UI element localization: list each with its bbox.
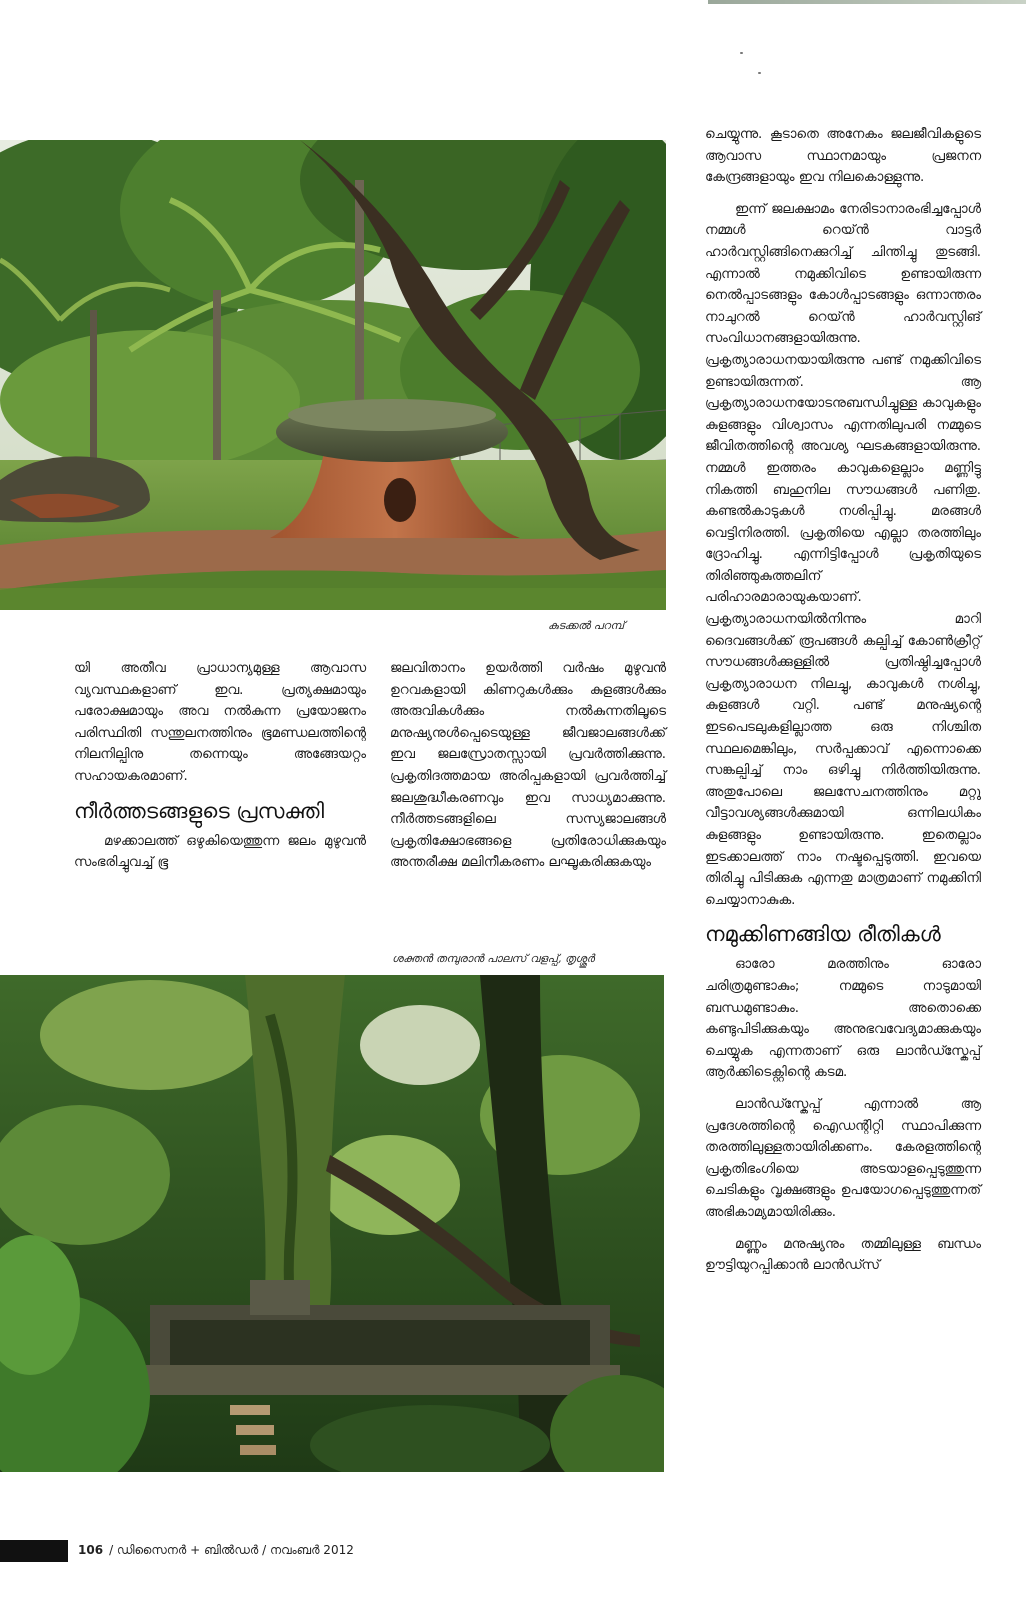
column-right-paragraph: മണ്ണും മനുഷ്യനും തമ്മിലുള്ള ബന്ധം ഊട്ടിയുറപ്പിക്കാൻ ലാൻഡ്സ്	[705, 1236, 981, 1274]
footer-bar	[0, 1540, 68, 1562]
column-right-paragraph: ചെയ്യുന്നു. കൂടാതെ അനേകം ജലജീവികളുടെ ആവാസ സ്ഥാനമായും പ്രജനന കേന്ദ്രങ്ങളായും ഇവ നിലകൊള്ളുന്നു.	[705, 127, 981, 186]
photo-umbrella-stone	[0, 140, 666, 610]
column-right-paragraph: ഇന്ന് ജലക്ഷാമം നേരിടാനാരംഭിച്ചപ്പോൾ നമ്മൾ റെയ്ൻ വാട്ടർ ഹാർവസ്റ്റിങ്ങിനെക്കുറിച്ച് ചിന്തിച്ചു തുടങ്ങി. എന്നാൽ നമുക്കിവിടെ ഉണ്ടായിരുന്ന നെൽപ്പാടങ്ങളും കോൾപ്പാടങ്ങളും ഒന്നാന്തരം നാചുറൽ റെയ്ൻ ഹാർവസ്റ്റിങ് സംവിധാനങ്ങളായിരുന്നു. പ്രകൃത്യാരാധനയായിരുന്നു പണ്ട് നമുക്കിവിടെ ഉണ്ടായിരുന്നത്. ആ പ്രകൃത്യാരാധനയോടനുബന്ധിച്ചുള്ള കാവുകളും കുളങ്ങളും വിശ്വാസം എന്നതിലുപരി നമ്മുടെ ജീവിതത്തിന്റെ അവശ്യ ഘടകങ്ങളായിരുന്നു. നമ്മൾ ഇത്തരം കാവുകളെല്ലാം മണ്ണിട്ടു നികത്തി ബഹുനില സൗധങ്ങൾ പണിതു. കണ്ടൽകാടുകൾ നശിപ്പിച്ചു. മരങ്ങൾ വെട്ടിനിരത്തി. പ്രകൃതിയെ എല്ലാ തരത്തിലും ദ്രോഹിച്ചു. എന്നിട്ടിപ്പോൾ പ്രകൃതിയുടെ തിരിഞ്ഞുകുത്തലിന് പരിഹാരമാരായുകയാണ്. പ്രകൃത്യാരാധനയിൽനിന്നും മാറി ദൈവങ്ങൾക്ക് രൂപങ്ങൾ കല്പിച്ച് കോൺക്രീറ്റ് സൗധങ്ങൾക്കുള്ളിൽ പ്രതിഷ്ഠിച്ചപ്പോൾ പ്രകൃത്യാരാധന നിലച്ചു, കാവുകൾ നശിച്ചു, കുളങ്ങൾ വറ്റി. പണ്ട് മനുഷ്യന്റെ ഇടപെടലുകളില്ലാത്ത ഒരു നിശ്ചിത സ്ഥലമെങ്കിലും, സർപ്പക്കാവ് എന്നൊക്കെ സങ്കല്പിച്ച് നാം ഒഴിച്ചു നിർത്തിയിരുന്നു. അതുപോലെ ജലസേചനത്തിനും മറ്റു വീട്ടാവശ്യങ്ങൾക്കുമായി ഒന്നിലധികം കുളങ്ങളും ഉണ്ടായിരുന്നു. ഇതെല്ലാം ഇടക്കാലത്ത് നാം നഷ്ടപ്പെടുത്തി. ഇവയെ തിരിച്ചു പിടിക്കുക എന്നതു മാത്രമാണ് നമുക്കിനി ചെയ്യാനാകുക.	[705, 201, 981, 908]
print-speck	[758, 72, 761, 74]
column-right-paragraph: ലാൻഡ്സ്കേപ്പ് എന്നാൽ ആ പ്രദേശത്തിന്റെ ഐഡന്റിറ്റി സ്ഥാപിക്കുന്ന തരത്തിലുള്ളതായിരിക്കണം. കേരളത്തിന്റെ പ്രകൃതിഭംഗിയെ അടയാളപ്പെടുത്തുന്ന ചെടികളും വൃക്ഷങ്ങളും ഉപയോഗപ്പെടുത്തുന്നത് അഭികാമ്യമായിരിക്കും.	[705, 1096, 981, 1220]
section-heading-methods: നമുക്കിണങ്ങിയ രീതികൾ	[705, 922, 941, 947]
top-rule	[708, 0, 1026, 4]
column-right-paragraph: ഓരോ മരത്തിനും ഓരോ ചരിത്രമുണ്ടാകും; നമ്മുടെ നാടുമായി ബന്ധമുണ്ടാകും. അതൊക്കെ കണ്ടുപിടിക്കുകയും അനുഭവവേദ്യമാക്കുകയും ചെയ്യുക എന്നതാണ് ഒരു ലാൻഡ്സ്കേപ്പ് ആർക്കിടെക്റ്റിന്റെ കടമ.	[705, 957, 981, 1081]
page-footer	[0, 1540, 700, 1564]
section-heading-wetlands: നീർത്തടങ്ങളുടെ പ്രസക്തി	[74, 798, 325, 823]
column-middle-paragraph: ജലവിതാനം ഉയർത്തി വർഷം മുഴുവൻ ഉറവകളായി കിണറുകൾക്കും കുളങ്ങൾക്കും അരുവികൾക്കും നൽകുന്നതിലൂടെ മനുഷ്യനുൾപ്പെടെയുള്ള ജീവജാലങ്ങൾക്ക് ഇവ ജലസ്രോതസ്സായി പ്രവർത്തിക്കുന്നു. പ്രകൃതിദത്തമായ അരിപ്പകളായി പ്രവർത്തിച്ച് ജലശുദ്ധീകരണവും ഇവ സാധ്യമാക്കുന്നു. നീർത്തടങ്ങളിലെ സസ്യജാലങ്ങൾ പ്രകൃതിക്ഷോഭങ്ങളെ പ്രതിരോധിക്കുകയും അന്തരീക്ഷ മലിനീകരണം ലഘൂകരിക്കുകയും	[390, 661, 666, 871]
column-left-paragraph: മഴക്കാലത്ത് ഒഴുകിയെത്തുന്ന ജലം മുഴുവൻ സംഭരിച്ചുവച്ച് ഭൂ	[74, 833, 366, 871]
photo-caption-top: കുടക്കൽ പറമ്പ്	[548, 619, 625, 632]
column-right	[705, 124, 981, 1287]
magazine-issue: / ഡിസൈനർ + ബിൽഡർ / നവംബർ 2012	[109, 1543, 354, 1557]
photo-sacred-grove	[0, 975, 664, 1472]
page-number: 106	[78, 1543, 104, 1557]
column-left	[74, 658, 366, 884]
photo-caption-bottom: ശക്തൻ തമ്പുരാൻ പാലസ് വളപ്പ്, തൃശ്ശൂർ	[392, 952, 595, 965]
footer-text	[78, 1543, 354, 1558]
column-middle	[390, 658, 666, 884]
print-speck	[740, 52, 743, 54]
column-left-paragraph: യി അതീവ പ്രാധാന്യമുള്ള ആവാസ വ്യവസ്ഥകളാണ് ഇവ. പ്രത്യക്ഷമായും പരോക്ഷമായും അവ നൽകുന്ന പ്രയോജനം പരിസ്ഥിതി സന്തുലനത്തിനും ഭൂമണ്ഡലത്തിന്റെ നിലനില്പിനു തന്നെയും അങ്ങേയറ്റം സഹായകരമാണ്.	[74, 661, 366, 784]
